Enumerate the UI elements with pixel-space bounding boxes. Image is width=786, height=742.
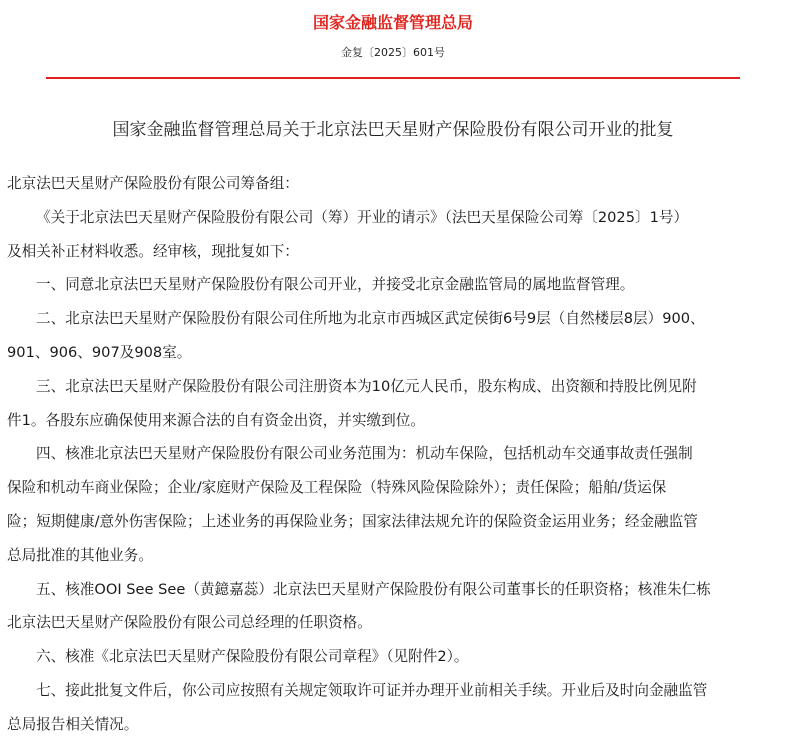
body-line: 二、北京法巴天星财产保险股份有限公司住所地为北京市西城区武定侯街6号9层（自然楼层8层）900、 bbox=[36, 310, 705, 328]
document-body bbox=[7, 167, 779, 742]
document-number: 金复〔2025〕601号 bbox=[341, 46, 445, 59]
body-line: 四、核准北京法巴天星财产保险股份有限公司业务范围为：机动车保险，包括机动车交通事故责任强制 bbox=[36, 445, 693, 463]
body-line: 总局报告相关情况。 bbox=[7, 715, 139, 733]
body-line: 北京法巴天星财产保险股份有限公司总经理的任职资格。 bbox=[7, 614, 372, 632]
body-line: 一、同意北京法巴天星财产保险股份有限公司开业，并接受北京金融监管局的属地监督管理。 bbox=[36, 276, 635, 294]
body-line: 五、核准OOI See See（黄鐿嘉蕊）北京法巴天星财产保险股份有限公司董事长的任职资格；核准朱仁栋 bbox=[36, 580, 711, 598]
body-line: 保险和机动车商业保险；企业/家庭财产保险及工程保险（特殊风险保险除外）；责任保险；船舶/货运保 bbox=[7, 479, 667, 497]
body-line: 《关于北京法巴天星财产保险股份有限公司（筹）开业的请示》（法巴天星保险公司筹〔2025〕1号） bbox=[36, 208, 689, 226]
body-line: 险；短期健康/意外伤害保险；上述业务的再保险业务；国家法律法规允许的保险资金运用业务；经金融监管 bbox=[7, 512, 698, 530]
body-line: 七、接此批复文件后，你公司应按照有关规定领取许可证并办理开业前相关手续。开业后及时向金融监管 bbox=[36, 681, 708, 699]
document-title: 国家金融监督管理总局关于北京法巴天星财产保险股份有限公司开业的批复 bbox=[112, 120, 674, 140]
body-line: 901、906、907及908室。 bbox=[7, 343, 192, 361]
body-line: 件1。各股东应确保使用来源合法的自有资金出资，并实缴到位。 bbox=[7, 411, 425, 429]
body-line: 总局批准的其他业务。 bbox=[7, 546, 153, 564]
body-line: 及相关补正材料收悉。经审核，现批复如下： bbox=[7, 242, 299, 260]
body-line: 三、北京法巴天星财产保险股份有限公司注册资本为10亿元人民币，股东构成、出资额和持股比例见附 bbox=[36, 377, 697, 395]
header-divider bbox=[46, 77, 740, 79]
body-line: 六、核准《北京法巴天星财产保险股份有限公司章程》（见附件2）。 bbox=[36, 648, 469, 666]
issuer-heading: 国家金融监督管理总局 bbox=[312, 13, 473, 32]
salutation: 北京法巴天星财产保险股份有限公司筹备组： bbox=[7, 175, 299, 192]
